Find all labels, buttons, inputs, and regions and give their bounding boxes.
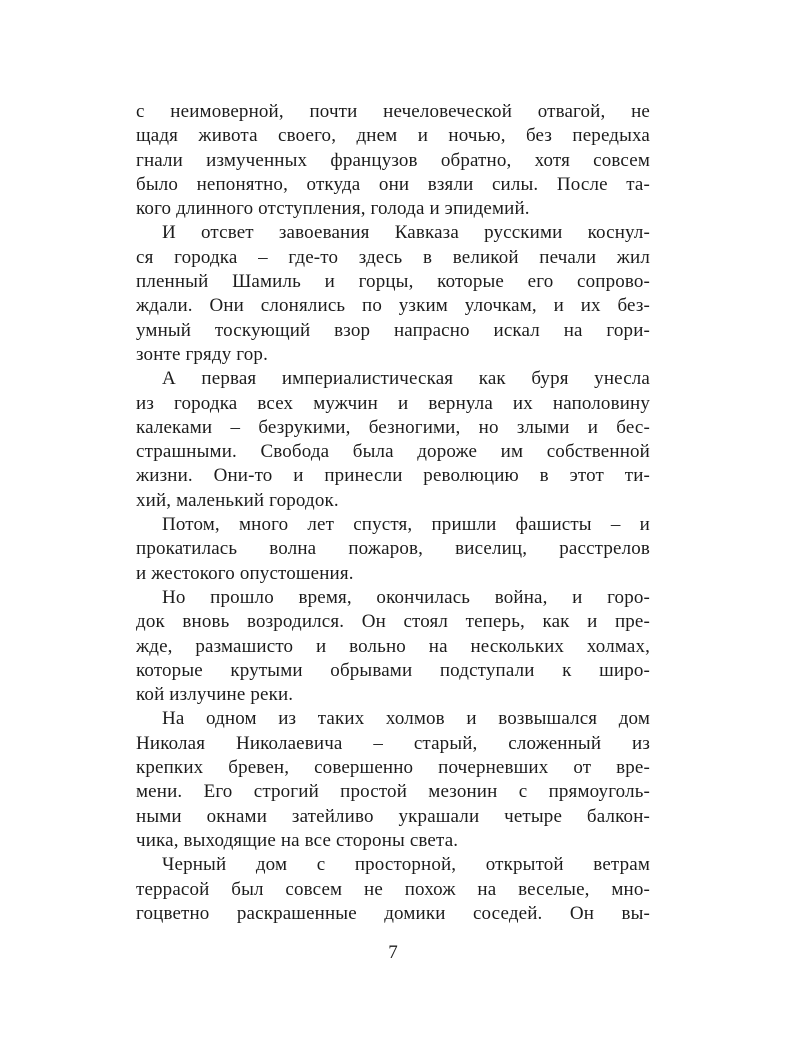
text-line: док вновь возродился. Он стоял теперь, как и пре- — [136, 611, 650, 633]
text-line: гнали измученных французов обратно, хотя совсем — [136, 149, 650, 171]
body-text — [136, 100, 650, 926]
text-line: ся городка – где-то здесь в великой печали жил — [136, 246, 650, 268]
text-line: умный тоскующий взор напрасно искал на гори- — [136, 319, 650, 341]
text-line: гоцветно раскрашенные домики соседей. Он вы- — [136, 902, 650, 924]
text-line: пленный Шамиль и горцы, которые его сопрово- — [136, 271, 650, 293]
text-line: которые крутыми обрывами подступали к широ- — [136, 659, 650, 681]
text-line: щадя живота своего, днем и ночью, без передыха — [136, 125, 650, 147]
text-line: зонте гряду гор. — [136, 343, 268, 365]
text-line: страшными. Свобода была дороже им собственной — [136, 441, 650, 463]
text-line: Николая Николаевича – старый, сложенный из — [136, 732, 650, 754]
text-line: из городка всех мужчин и вернула их наполовину — [136, 392, 650, 414]
paragraph — [136, 221, 650, 367]
text-line: Но прошло время, окончилась война, и горо- — [162, 586, 650, 608]
text-line: хий, маленький городок. — [136, 489, 339, 511]
text-line: прокатилась волна пожаров, виселиц, расстрелов — [136, 538, 650, 560]
text-line: ными окнами затейливо украшали четыре балкон- — [136, 805, 650, 827]
paragraph — [136, 367, 650, 513]
text-line: калеками – безрукими, безногими, но злыми и бес- — [136, 416, 650, 438]
text-line: с неимоверной, почти нечеловеческой отвагой, не — [136, 101, 650, 122]
paragraph — [136, 513, 650, 586]
text-line: А первая империалистическая как буря унесла — [162, 368, 650, 390]
text-line: крепких бревен, совершенно почерневших от вре- — [136, 757, 650, 779]
text-line: мени. Его строгий простой мезонин с прямоуголь- — [136, 781, 650, 803]
text-line: Черный дом с просторной, открытой ветрам — [162, 854, 650, 876]
paragraph — [136, 707, 650, 853]
text-line: террасой был совсем не похож на веселые, мно- — [136, 878, 650, 900]
text-line: И отсвет завоевания Кавказа русскими коснул- — [162, 222, 650, 244]
paragraph — [136, 100, 650, 221]
text-line: Потом, много лет спустя, пришли фашисты – и — [162, 514, 650, 536]
page-number: 7 — [388, 942, 398, 963]
paragraph — [136, 853, 650, 926]
text-line: жде, размашисто и вольно на нескольких холмах, — [136, 635, 650, 657]
text-line: жизни. Они-то и принесли революцию в этот ти- — [136, 465, 650, 487]
text-line: На одном из таких холмов и возвышался дом — [162, 708, 650, 730]
text-line: чика, выходящие на все стороны света. — [136, 829, 459, 851]
text-line: кой излучине реки. — [136, 684, 294, 706]
text-line: кого длинного отступления, голода и эпидемий. — [136, 198, 530, 220]
paragraph — [136, 586, 650, 707]
text-line: ждали. Они слонялись по узким улочкам, и их без- — [136, 295, 650, 317]
text-line: и жестокого опустошения. — [136, 562, 354, 584]
text-line: было непонятно, откуда они взяли силы. После та- — [136, 173, 650, 195]
